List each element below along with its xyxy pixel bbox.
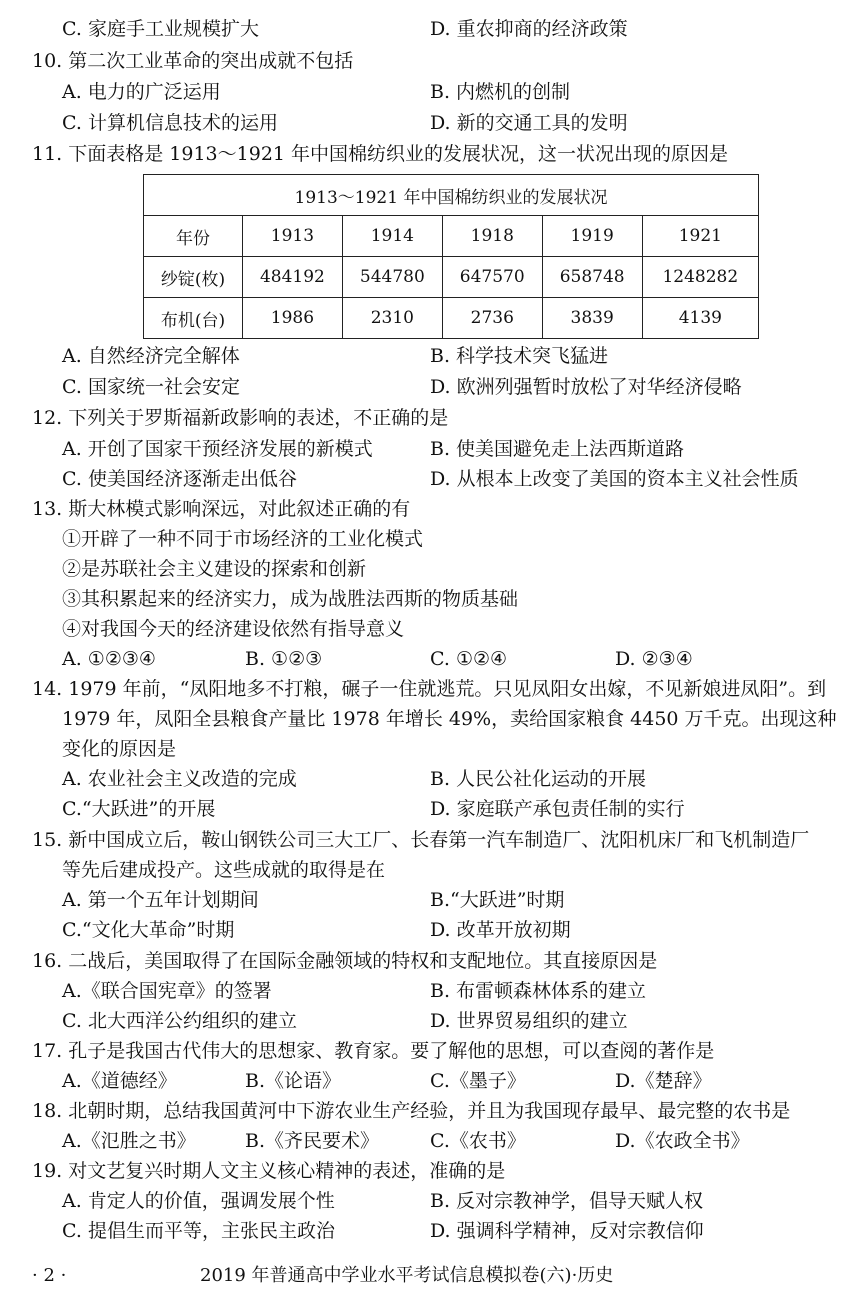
q10-stem: 10. 第二次工业革命的突出成就不包括 xyxy=(32,50,354,72)
table-cell: 2310 xyxy=(342,298,442,339)
table-caption: 1913～1921 年中国棉纺织业的发展状况 xyxy=(144,175,759,216)
q11-option-a: A. 自然经济完全解体 xyxy=(62,345,240,367)
table-header-cell: 年份 xyxy=(144,216,243,257)
cotton-industry-table xyxy=(143,174,759,339)
q9-option-d: D. 重农抑商的经济政策 xyxy=(430,18,628,40)
q9-option-c: C. 家庭手工业规模扩大 xyxy=(62,18,259,40)
q13-option-c: C. ①②④ xyxy=(430,648,508,670)
table-header-cell: 1919 xyxy=(542,216,642,257)
q16-option-d: D. 世界贸易组织的建立 xyxy=(430,1010,628,1032)
q14-stem-line-1: 14. 1979 年前，“凤阳地多不打粮，碾子一住就逃荒。只见凤阳女出嫁，不见新娘进凤阳”。到 xyxy=(32,678,827,700)
q13-item: ④对我国今天的经济建设依然有指导意义 xyxy=(62,618,405,640)
table-header-cell: 1921 xyxy=(642,216,758,257)
q16-stem: 16. 二战后，美国取得了在国际金融领域的特权和支配地位。其直接原因是 xyxy=(32,950,658,972)
q12-option-c: C. 使美国经济逐渐走出低谷 xyxy=(62,468,297,490)
table-cell: 484192 xyxy=(242,257,342,298)
q14-option-d: D. 家庭联产承包责任制的实行 xyxy=(430,798,685,820)
q15-stem-line-2: 等先后建成投产。这些成就的取得是在 xyxy=(62,859,386,881)
q14-stem-line-2: 1979 年，凤阳全县粮食产量比 1978 年增长 49%，卖给国家粮食 4450 万千克。出现这种 xyxy=(62,708,837,730)
table-row-looms xyxy=(144,298,759,339)
q16-option-c: C. 北大西洋公约组织的建立 xyxy=(62,1010,297,1032)
q12-option-b: B. 使美国避免走上法西斯道路 xyxy=(430,438,685,460)
q19-option-c: C. 提倡生而平等，主张民主政治 xyxy=(62,1220,335,1242)
q11-option-c: C. 国家统一社会安定 xyxy=(62,376,240,398)
q19-stem: 19. 对文艺复兴时期人文主义核心精神的表述，准确的是 xyxy=(32,1160,506,1182)
q10-option-d: D. 新的交通工具的发明 xyxy=(430,112,628,134)
q13-option-d: D. ②③④ xyxy=(615,648,693,670)
q18-option-a: A.《氾胜之书》 xyxy=(62,1130,196,1152)
q12-option-d: D. 从根本上改变了美国的资本主义社会性质 xyxy=(430,468,799,490)
q10-option-a: A. 电力的广泛运用 xyxy=(62,81,221,103)
q16-option-b: B. 布雷顿森林体系的建立 xyxy=(430,980,647,1002)
q16-option-a: A.《联合国宪章》的签署 xyxy=(62,980,272,1002)
table-cell: 658748 xyxy=(542,257,642,298)
q19-option-a: A. 肯定人的价值，强调发展个性 xyxy=(62,1190,335,1212)
q15-option-b: B.“大跃进”时期 xyxy=(430,889,565,911)
q15-option-d: D. 改革开放初期 xyxy=(430,919,571,941)
q14-option-b: B. 人民公社化运动的开展 xyxy=(430,768,647,790)
table-header-cell: 1914 xyxy=(342,216,442,257)
q15-option-a: A. 第一个五年计划期间 xyxy=(62,889,259,911)
q11-option-d: D. 欧洲列强暂时放松了对华经济侵略 xyxy=(430,376,742,398)
q19-option-d: D. 强调科学精神，反对宗教信仰 xyxy=(430,1220,704,1242)
table-header-cell: 1918 xyxy=(442,216,542,257)
q15-option-c: C.“文化大革命”时期 xyxy=(62,919,235,941)
q11-stem: 11. 下面表格是 1913～1921 年中国棉纺织业的发展状况，这一状况出现的原因是 xyxy=(32,143,729,165)
q10-option-c: C. 计算机信息技术的运用 xyxy=(62,112,278,134)
q13-item: ①开辟了一种不同于市场经济的工业化模式 xyxy=(62,528,424,550)
q15-stem-line-1: 15. 新中国成立后，鞍山钢铁公司三大工厂、长春第一汽车制造厂、沈阳机床厂和飞机制造厂 xyxy=(32,829,810,851)
q18-option-d: D.《农政全书》 xyxy=(615,1130,750,1152)
q18-option-b: B.《齐民要术》 xyxy=(245,1130,380,1152)
q11-option-b: B. 科学技术突飞猛进 xyxy=(430,345,609,367)
q13-option-a: A. ①②③④ xyxy=(62,648,156,670)
q17-option-b: B.《论语》 xyxy=(245,1070,342,1092)
table-cell: 1248282 xyxy=(642,257,758,298)
table-cell: 布机(台) xyxy=(144,298,243,339)
q19-option-b: B. 反对宗教神学，倡导天赋人权 xyxy=(430,1190,704,1212)
q13-option-b: B. ①②③ xyxy=(245,648,323,670)
table-cell: 647570 xyxy=(442,257,542,298)
table-cell: 1986 xyxy=(242,298,342,339)
q14-stem-line-3: 变化的原因是 xyxy=(62,738,177,760)
q18-option-c: C.《农书》 xyxy=(430,1130,526,1152)
q14-option-a: A. 农业社会主义改造的完成 xyxy=(62,768,297,790)
table-header-cell: 1913 xyxy=(242,216,342,257)
q13-item: ②是苏联社会主义建设的探索和创新 xyxy=(62,558,367,580)
table-cell: 3839 xyxy=(542,298,642,339)
footer-title: 2019 年普通高中学业水平考试信息模拟卷(六)·历史 xyxy=(200,1265,614,1286)
q13-item: ③其积累起来的经济实力，成为战胜法西斯的物质基础 xyxy=(62,588,519,610)
page-number: · 2 · xyxy=(32,1265,67,1286)
q13-stem: 13. 斯大林模式影响深远，对此叙述正确的有 xyxy=(32,498,411,520)
q17-stem: 17. 孔子是我国古代伟大的思想家、教育家。要了解他的思想，可以查阅的著作是 xyxy=(32,1040,715,1062)
table-cell: 544780 xyxy=(342,257,442,298)
q14-option-c: C.“大跃进”的开展 xyxy=(62,798,216,820)
table-cell: 4139 xyxy=(642,298,758,339)
table-header-row xyxy=(144,216,759,257)
table-cell: 2736 xyxy=(442,298,542,339)
table-cell: 纱锭(枚) xyxy=(144,257,243,298)
table-row-spindles xyxy=(144,257,759,298)
q10-option-b: B. 内燃机的创制 xyxy=(430,81,571,103)
q12-option-a: A. 开创了国家干预经济发展的新模式 xyxy=(62,438,373,460)
q17-option-c: C.《墨子》 xyxy=(430,1070,526,1092)
q17-option-d: D.《楚辞》 xyxy=(615,1070,712,1092)
q12-stem: 12. 下列关于罗斯福新政影响的表述，不正确的是 xyxy=(32,407,449,429)
q17-option-a: A.《道德经》 xyxy=(62,1070,177,1092)
q18-stem: 18. 北朝时期，总结我国黄河中下游农业生产经验，并且为我国现存最早、最完整的农书是 xyxy=(32,1100,791,1122)
